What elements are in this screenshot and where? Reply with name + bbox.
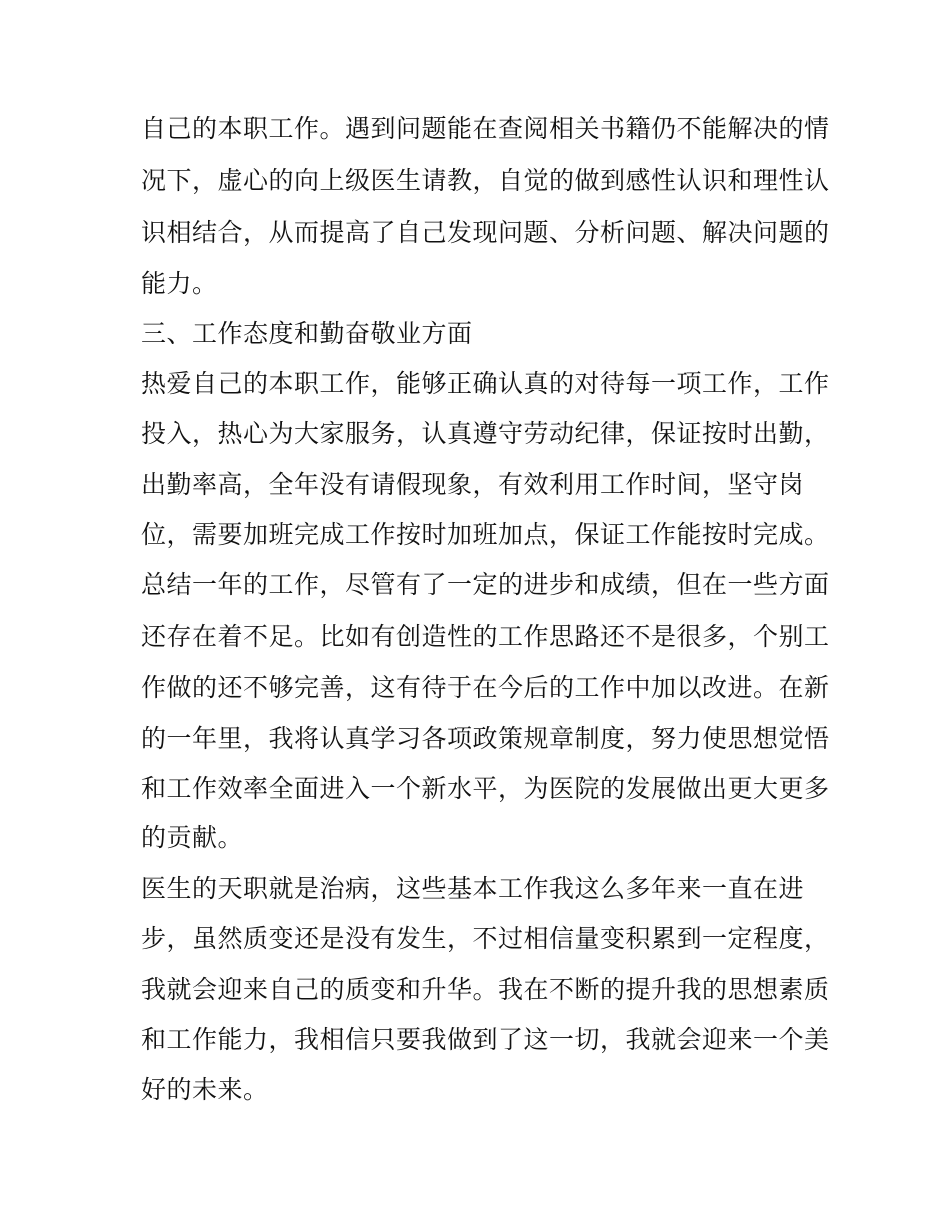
text-line: 的一年里，我将认真学习各项政策规章制度，努力使思想觉悟 bbox=[141, 724, 830, 753]
text-line: 我就会迎来自己的质变和升华。我在不断的提升我的思想素质 bbox=[141, 975, 830, 1004]
text-line: 能力。 bbox=[141, 269, 218, 298]
text-line: 步，虽然质变还是没有发生，不过相信量变积累到一定程度， bbox=[141, 924, 830, 953]
text-line: 好的未来。 bbox=[141, 1075, 269, 1104]
text-line: 投入，热心为大家服务，认真遵守劳动纪律，保证按时出勤， bbox=[141, 419, 830, 448]
text-line: 总结一年的工作，尽管有了一定的进步和成绩，但在一些方面 bbox=[141, 570, 830, 599]
text-line: 医生的天职就是治病，这些基本工作我这么多年来一直在进 bbox=[141, 874, 805, 903]
text-line: 自己的本职工作。遇到问题能在查阅相关书籍仍不能解决的情 bbox=[141, 114, 830, 143]
text-line: 作做的还不够完善，这有待于在今后的工作中加以改进。在新 bbox=[141, 673, 830, 702]
text-line: 还存在着不足。比如有创造性的工作思路还不是很多，个别工 bbox=[141, 622, 830, 651]
text-line: 位，需要加班完成工作按时加班加点，保证工作能按时完成。 bbox=[141, 520, 830, 549]
text-line: 和工作能力，我相信只要我做到了这一切，我就会迎来一个美 bbox=[141, 1025, 830, 1054]
text-line: 热爱自己的本职工作，能够正确认真的对待每一项工作，工作 bbox=[141, 369, 830, 398]
text-line: 况下，虚心的向上级医生请教，自觉的做到感性认识和理性认 bbox=[141, 166, 830, 195]
text-line: 出勤率高，全年没有请假现象，有效利用工作时间，坚守岗 bbox=[141, 470, 805, 499]
text-line: 识相结合，从而提高了自己发现问题、分析问题、解决问题的 bbox=[141, 218, 830, 247]
text-line: 和工作效率全面进入一个新水平，为医院的发展做出更大更多 bbox=[141, 774, 830, 803]
text-line: 的贡献。 bbox=[141, 823, 244, 852]
section-heading: 三、工作态度和勤奋敬业方面 bbox=[141, 319, 473, 348]
